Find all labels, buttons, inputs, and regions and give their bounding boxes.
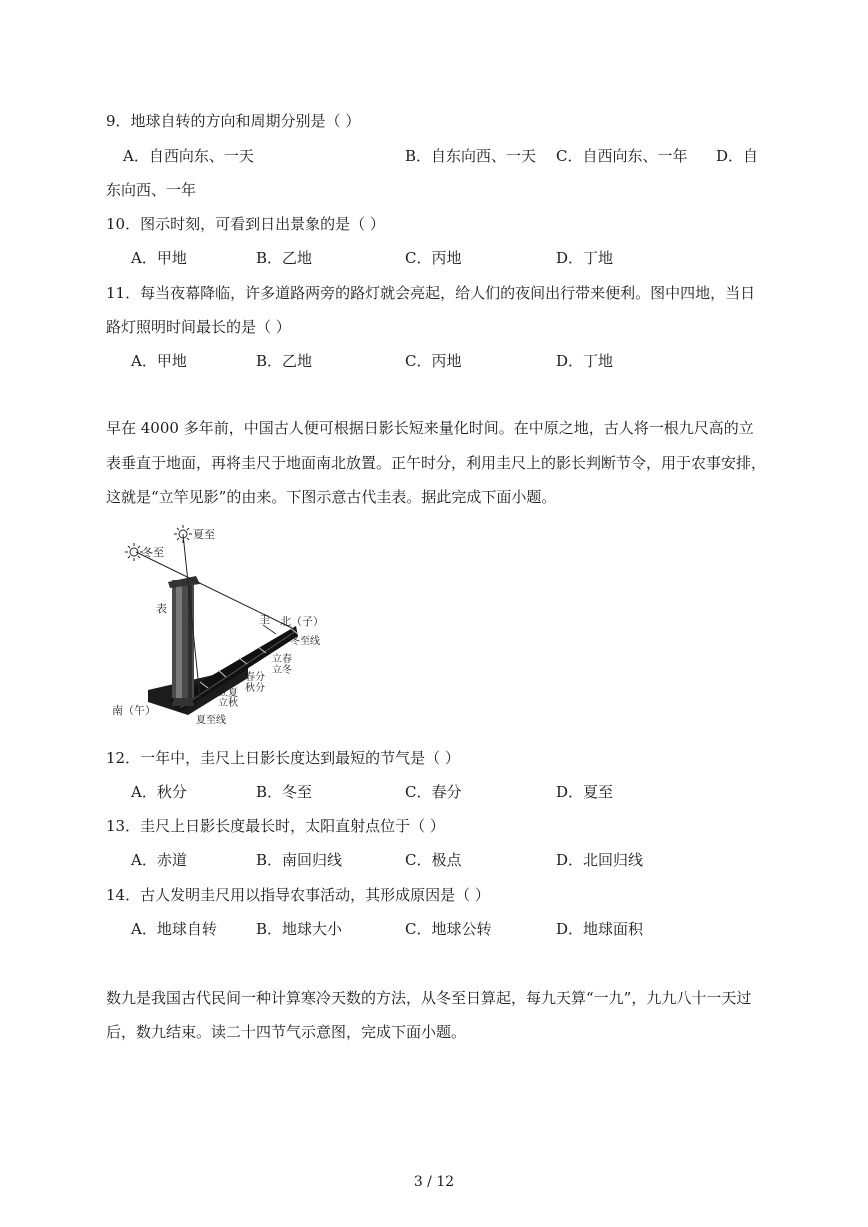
q10-option-c: C．丙地 — [405, 249, 462, 267]
label-lidong: 立冬 — [272, 665, 292, 676]
q9-option-a: A．自西向东、一天 — [123, 147, 254, 165]
q13-option-d: D．北回归线 — [556, 851, 644, 869]
q10-option-a: A．甲地 — [131, 249, 187, 267]
q10-option-d: D．丁地 — [556, 249, 614, 267]
label-north: 北（子） — [280, 615, 324, 628]
q12-option-d: D．夏至 — [556, 783, 614, 801]
q14-stem: 14．古人发明圭尺用以指导农事活动，其形成原因是（ ） — [106, 886, 490, 904]
q13-stem: 13．圭尺上日影长度最长时，太阳直射点位于（ ） — [106, 817, 445, 835]
q11-stem-line2: 路灯照明时间最长的是（ ） — [106, 318, 291, 336]
q12-option-c: C．春分 — [405, 783, 462, 801]
page-number: 3 / 12 — [413, 1174, 455, 1190]
q9-option-d-continued: 东向西、一年 — [106, 181, 197, 199]
q10-stem: 10．图示时刻，可看到日出景象的是（ ） — [106, 215, 385, 233]
label-chunfen: 春分 — [245, 672, 265, 683]
passage2-line1: 数九是我国古代民间一种计算寒冷天数的方法，从冬至日算起，每九天算“一九”，九九八十一天过 — [106, 989, 752, 1007]
q9-option-b: B．自东向西、一天 — [405, 147, 537, 165]
q12-option-a: A．秋分 — [131, 783, 187, 801]
q9-stem: 9．地球自转的方向和周期分别是（ ） — [106, 112, 361, 130]
q11-option-a: A．甲地 — [131, 352, 187, 370]
q13-option-a: A．赤道 — [131, 851, 187, 869]
passage1-line1: 早在 4000 多年前，中国古人便可根据日影长短来量化时间。在中原之地，古人将一根九尺高的立 — [106, 419, 754, 437]
label-xiazhixian: 夏至线 — [196, 715, 226, 726]
q11-option-d: D．丁地 — [556, 352, 614, 370]
label-xiazhi-sun: 夏至 — [193, 528, 215, 541]
label-qiufen: 秋分 — [245, 683, 265, 694]
label-biao: 表 — [156, 602, 167, 615]
q11-option-c: C．丙地 — [405, 352, 462, 370]
winter-sun-icon — [125, 543, 143, 561]
q9-option-c: C．自西向东、一年 — [556, 147, 688, 165]
q13-option-b: B．南回归线 — [256, 851, 343, 869]
q11-stem-line1: 11．每当夜幕降临，许多道路两旁的路灯就会亮起，给人们的夜间出行带来便利。图中四地，当日 — [106, 284, 756, 302]
q14-option-b: B．地球大小 — [256, 920, 343, 938]
q14-option-d: D．地球面积 — [556, 920, 644, 938]
label-dongzhi-sun: 冬至 — [142, 546, 164, 559]
q9-option-d: D．自 — [716, 147, 759, 165]
label-liqiu: 立秋 — [218, 698, 238, 709]
q11-option-b: B．乙地 — [256, 352, 313, 370]
gnomon-figure — [108, 522, 358, 727]
label-lichun: 立春 — [272, 654, 292, 665]
q10-option-b: B．乙地 — [256, 249, 313, 267]
q13-option-c: C．极点 — [405, 851, 462, 869]
q14-option-c: C．地球公转 — [405, 920, 492, 938]
label-south: 南（午） — [112, 704, 156, 717]
label-lixia: 立夏 — [218, 688, 238, 699]
q12-option-b: B．冬至 — [256, 783, 313, 801]
passage1-line3: 这就是“立竿见影”的由来。下图示意古代圭表。据此完成下面小题。 — [106, 488, 557, 506]
q12-stem: 12．一年中，圭尺上日影长度达到最短的节气是（ ） — [106, 749, 460, 767]
q14-option-a: A．地球自转 — [131, 920, 217, 938]
label-gui: 圭 — [259, 613, 270, 626]
label-dongzhixian: 冬至线 — [290, 636, 320, 647]
winter-sun-ray — [136, 552, 296, 630]
passage1-line2: 表垂直于地面，再将圭尺于地面南北放置。正午时分，利用圭尺上的影长判断节令，用于农事安排， — [106, 454, 767, 472]
passage2-line2: 后，数九结束。读二十四节气示意图，完成下面小题。 — [106, 1023, 467, 1041]
